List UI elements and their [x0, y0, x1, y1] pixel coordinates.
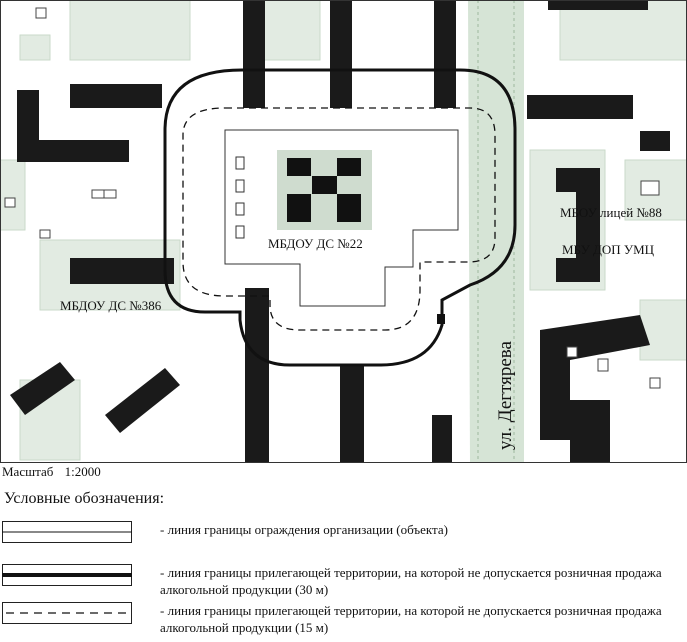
legend-text-fence: - линия границы ограждения организации (объекта) [160, 522, 448, 537]
label-lyceum-88: МБОУ лицей №88 [560, 205, 662, 220]
street-label: ул. Дегтярева [495, 341, 516, 450]
label-school-386: МБДОУ ДС №386 [60, 298, 162, 313]
legend-item-30m [0, 564, 687, 604]
boundary-marker [437, 314, 445, 324]
legend-swatch-thick-line [2, 564, 132, 586]
legend-text-30m: - линия границы прилегающей территории, на которой не допускается розничная продажа алкогольной продукции (30 м) [160, 565, 662, 597]
scale-value: 1:2000 [64, 464, 101, 479]
legend-swatch-thin-line [2, 521, 132, 543]
label-main-school: МБДОУ ДС №22 [268, 236, 363, 251]
legend-title: Условные обозначения: [4, 490, 165, 507]
scale-row [2, 464, 109, 480]
scale-label: Масштаб [2, 464, 54, 479]
legend-item-15m [0, 602, 687, 642]
legend-item-fence [0, 521, 687, 561]
legend-swatch-dashed-line [2, 602, 132, 624]
legend-text-15m: - линия границы прилегающей территории, на которой не допускается розничная продажа алкогольной продукции (15 м) [160, 603, 662, 635]
label-umc: МБУ ДОП УМЦ [562, 242, 655, 257]
